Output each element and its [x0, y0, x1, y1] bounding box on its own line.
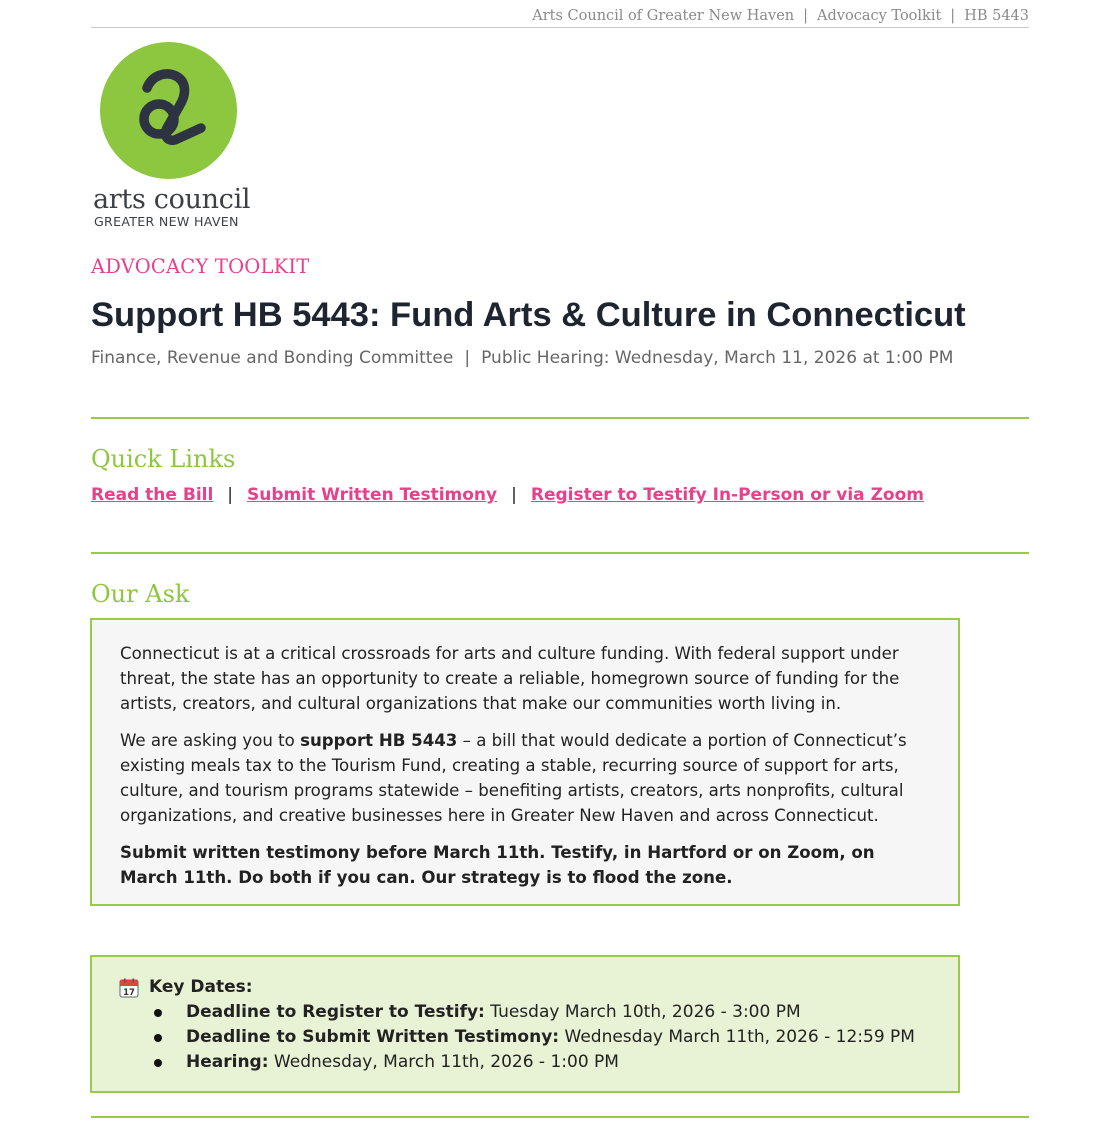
- date-value: Wednesday, March 11th, 2026 - 1:00 PM: [268, 1052, 619, 1072]
- header-bill: HB 5443: [964, 8, 1029, 24]
- ask-paragraph-1: Connecticut is at a critical crossroads for arts and culture funding. With federal support under threat, the state has an opportunity to create a reliable, homegrown source of funding for the artists, creators, and cultural organizations that make our communities worth living in.: [120, 644, 900, 713]
- link-separator: |: [227, 485, 234, 505]
- key-dates-list: [119, 1000, 930, 1075]
- date-label: Deadline to Register to Testify:: [186, 1002, 485, 1022]
- ask-p2-text: We are asking you to: [120, 731, 301, 750]
- ask-p2-text: – a bill that would dedicate a portion of Connecticut’s existing meals tax to the Tourism Fund, creating a stable, recurring source of support for arts, culture, and tourism programs statewide – benefiting artists, creators, arts nonprofits, cultural organizations, and creative businesses here in Greater New Haven and across Connecticut.: [120, 731, 907, 825]
- quick-links-heading: Quick Links: [91, 445, 236, 473]
- list-item: [154, 1050, 930, 1075]
- key-dates-heading: Key Dates:: [149, 977, 253, 997]
- date-value: Tuesday March 10th, 2026 - 3:00 PM: [484, 1002, 801, 1022]
- key-dates-header: [119, 975, 930, 1000]
- quick-links: [91, 485, 924, 505]
- logo-subline: GREATER NEW HAVEN: [94, 214, 239, 229]
- ask-p2-bold: support HB 5443: [300, 731, 458, 750]
- page-title: Support HB 5443: Fund Arts & Culture in Connecticut: [91, 296, 966, 334]
- logo-wordmark: arts council: [93, 184, 251, 215]
- subtitle-separator: |: [464, 348, 471, 368]
- ask-call-to-action: [120, 840, 930, 890]
- key-dates-box: [90, 955, 960, 1093]
- section-divider: [91, 552, 1029, 554]
- page-subtitle: [91, 348, 953, 368]
- header-section: Advocacy Toolkit: [817, 8, 942, 24]
- header-separator: |: [803, 8, 809, 24]
- committee-name: Finance, Revenue and Bonding Committee: [91, 348, 454, 368]
- hearing-info: Public Hearing: Wednesday, March 11, 2026 at 1:00 PM: [481, 348, 954, 368]
- register-testify-link[interactable]: Register to Testify In-Person or via Zoom: [530, 485, 924, 505]
- date-label: Deadline to Submit Written Testimony:: [186, 1027, 560, 1047]
- link-separator: |: [511, 485, 517, 505]
- header-org: Arts Council of Greater New Haven: [532, 8, 795, 24]
- our-ask-box: [90, 618, 960, 906]
- our-ask-heading: Our Ask: [91, 580, 190, 608]
- section-divider: [91, 1116, 1029, 1118]
- section-divider: [91, 417, 1029, 419]
- toolkit-kicker: ADVOCACY TOOLKIT: [91, 255, 310, 278]
- logo-a-icon: [100, 42, 237, 179]
- ask-paragraph-2: [120, 728, 930, 828]
- header-separator: |: [950, 8, 956, 24]
- svg-text:17: 17: [123, 987, 135, 998]
- top-header: [91, 0, 1029, 28]
- ask-cta-bold: Submit written testimony before March 11th. Testify, in Hartford or on Zoom, on March 11th. Do both if you can. Our strategy is to flood the zone.: [120, 843, 875, 887]
- calendar-icon: [119, 978, 139, 998]
- submit-testimony-link[interactable]: Submit Written Testimony: [247, 485, 498, 505]
- list-item: [154, 1025, 930, 1050]
- date-value: Wednesday March 11th, 2026 - 12:59 PM: [559, 1027, 915, 1047]
- list-item: [154, 1000, 930, 1025]
- date-label: Hearing:: [186, 1052, 269, 1072]
- read-bill-link[interactable]: Read the Bill: [91, 485, 214, 505]
